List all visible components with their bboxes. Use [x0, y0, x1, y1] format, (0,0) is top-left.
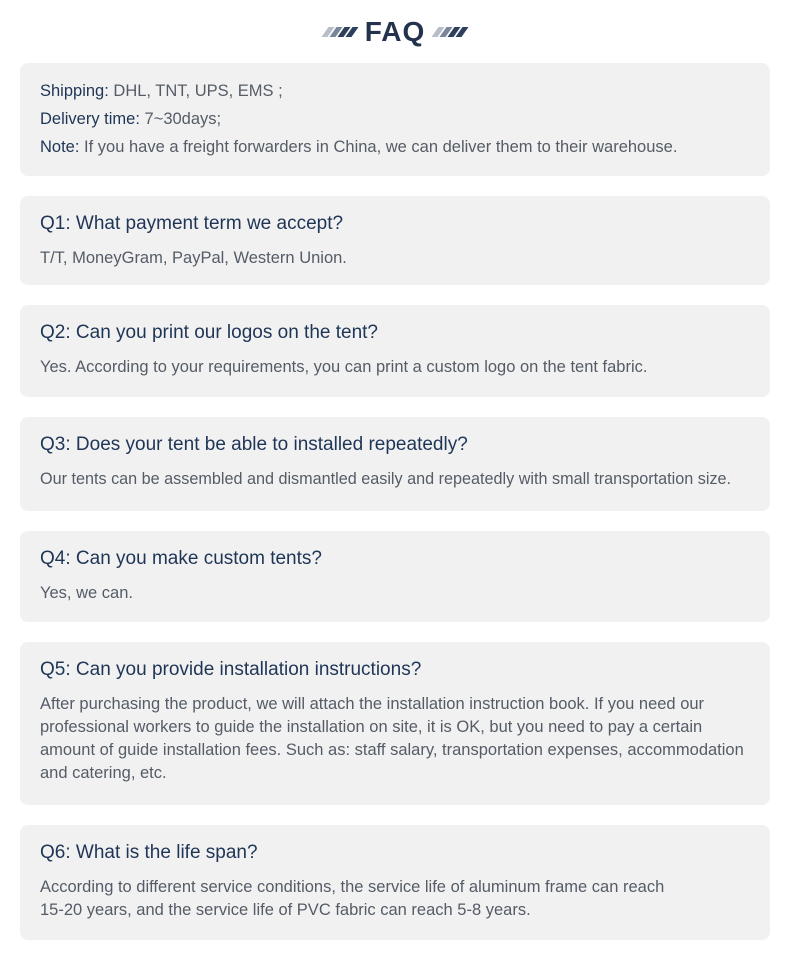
faq-answer-line: 15-20 years, and the service life of PVC fabric can reach 5-8 years.: [40, 901, 531, 919]
faq-answer: Yes, we can.: [40, 584, 133, 602]
faq-item-q5: [20, 642, 770, 805]
faq-item-q2: [20, 305, 770, 397]
delivery-time-line: [40, 105, 764, 133]
note-line: [40, 133, 764, 161]
note-label: Note:: [40, 138, 80, 156]
faq-answer: Our tents can be assembled and dismantled easily and repeatedly with small transportation size.: [40, 470, 732, 488]
shipping-label: Shipping:: [40, 82, 109, 100]
decorative-stripes-right: [435, 27, 465, 37]
faq-question: Q4: Can you make custom tents?: [40, 548, 322, 569]
faq-item-q4: [20, 531, 770, 622]
shipping-value: DHL, TNT, UPS, EMS ;: [108, 82, 283, 100]
faq-header: [0, 12, 790, 52]
faq-question: Q6: What is the life span?: [40, 842, 258, 863]
faq-question: Q5: Can you provide installation instructions?: [40, 659, 422, 680]
shipping-line: [40, 77, 764, 105]
faq-item-q1: [20, 196, 770, 285]
faq-item-q6: [20, 825, 770, 940]
delivery-time-value: 7~30days;: [139, 110, 222, 128]
delivery-time-label: Delivery time:: [40, 110, 140, 128]
faq-answer: [40, 876, 764, 922]
shipping-info-card: [20, 63, 770, 176]
faq-item-q3: [20, 417, 770, 511]
faq-question: Q2: Can you print our logos on the tent?: [40, 322, 378, 343]
faq-question: Q1: What payment term we accept?: [40, 213, 344, 234]
faq-answer: After purchasing the product, we will attach the installation instruction book. If you need our professional workers to guide the installation on site, it is OK, but you need to pay a certain amount of guide installation fees. Such as: staff salary, transportation expenses, accommodation and catering, etc.: [40, 695, 744, 782]
decorative-stripes-left: [325, 27, 355, 37]
faq-answer: T/T, MoneyGram, PayPal, Western Union.: [40, 249, 347, 267]
faq-question: Q3: Does your tent be able to installed repeatedly?: [40, 434, 468, 455]
page-title: FAQ: [364, 16, 426, 47]
faq-answer-line: According to different service conditions, the service life of aluminum frame can reach: [40, 878, 665, 896]
note-value: If you have a freight forwarders in China, we can deliver them to their warehouse.: [79, 138, 678, 156]
faq-answer: Yes. According to your requirements, you can print a custom logo on the tent fabric.: [40, 358, 648, 376]
